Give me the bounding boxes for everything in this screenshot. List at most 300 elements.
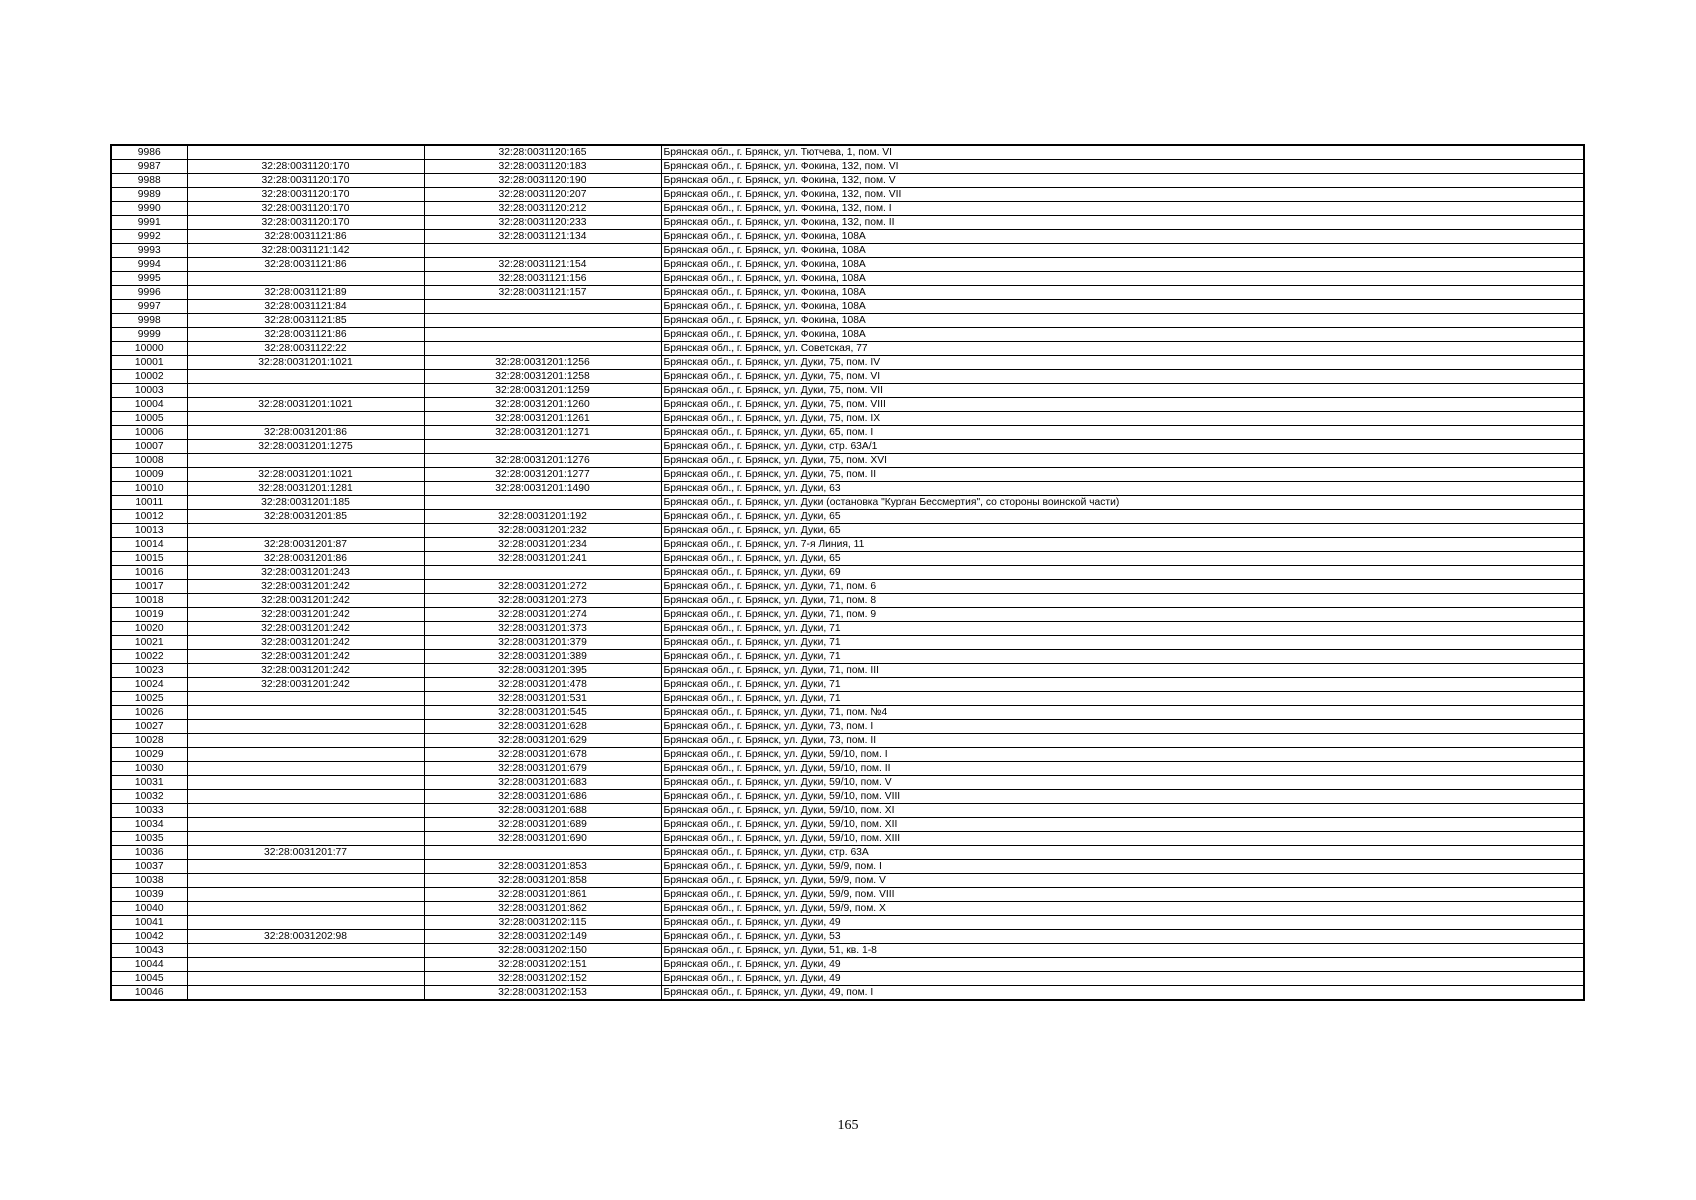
object-cadastral-number-cell: 32:28:0031201:1271 bbox=[424, 426, 661, 440]
address-cell: Брянская обл., г. Брянск, ул. Дуки, 59/10, пом. I bbox=[661, 748, 1584, 762]
object-cadastral-number-cell: 32:28:0031201:690 bbox=[424, 832, 661, 846]
row-number-cell: 9988 bbox=[111, 174, 187, 188]
row-number-cell: 9994 bbox=[111, 258, 187, 272]
table-row bbox=[111, 328, 1584, 342]
object-cadastral-number-cell bbox=[424, 496, 661, 510]
table-row bbox=[111, 286, 1584, 300]
object-cadastral-number-cell: 32:28:0031120:212 bbox=[424, 202, 661, 216]
table-row bbox=[111, 174, 1584, 188]
address-cell: Брянская обл., г. Брянск, ул. Дуки, 53 bbox=[661, 930, 1584, 944]
address-cell: Брянская обл., г. Брянск, ул. Дуки, 59/9, пом. I bbox=[661, 860, 1584, 874]
table-row bbox=[111, 216, 1584, 230]
object-cadastral-number-cell: 32:28:0031201:1260 bbox=[424, 398, 661, 412]
table-row bbox=[111, 818, 1584, 832]
row-number-cell: 10040 bbox=[111, 902, 187, 916]
table-row bbox=[111, 244, 1584, 258]
table-row bbox=[111, 944, 1584, 958]
row-number-cell: 9986 bbox=[111, 145, 187, 160]
parcel-cadastral-number-cell: 32:28:0031201:86 bbox=[187, 426, 424, 440]
row-number-cell: 10028 bbox=[111, 734, 187, 748]
address-cell: Брянская обл., г. Брянск, ул. Дуки, 59/10, пом. VIII bbox=[661, 790, 1584, 804]
row-number-cell: 10003 bbox=[111, 384, 187, 398]
row-number-cell: 10046 bbox=[111, 986, 187, 1001]
parcel-cadastral-number-cell: 32:28:0031120:170 bbox=[187, 160, 424, 174]
row-number-cell: 9993 bbox=[111, 244, 187, 258]
row-number-cell: 9992 bbox=[111, 230, 187, 244]
address-cell: Брянская обл., г. Брянск, ул. Фокина, 132, пом. V bbox=[661, 174, 1584, 188]
row-number-cell: 10017 bbox=[111, 580, 187, 594]
address-cell: Брянская обл., г. Брянск, ул. Дуки, 65 bbox=[661, 524, 1584, 538]
table-row bbox=[111, 440, 1584, 454]
table-row bbox=[111, 202, 1584, 216]
row-number-cell: 10034 bbox=[111, 818, 187, 832]
parcel-cadastral-number-cell bbox=[187, 944, 424, 958]
address-cell: Брянская обл., г. Брянск, ул. Фокина, 108А bbox=[661, 328, 1584, 342]
object-cadastral-number-cell: 32:28:0031201:861 bbox=[424, 888, 661, 902]
table-row bbox=[111, 804, 1584, 818]
object-cadastral-number-cell: 32:28:0031201:192 bbox=[424, 510, 661, 524]
parcel-cadastral-number-cell: 32:28:0031201:85 bbox=[187, 510, 424, 524]
address-cell: Брянская обл., г. Брянск, ул. Дуки, 49 bbox=[661, 916, 1584, 930]
parcel-cadastral-number-cell bbox=[187, 958, 424, 972]
table-row bbox=[111, 314, 1584, 328]
address-cell: Брянская обл., г. Брянск, ул. Фокина, 108А bbox=[661, 258, 1584, 272]
address-cell: Брянская обл., г. Брянск, ул. Дуки, 65 bbox=[661, 510, 1584, 524]
address-cell: Брянская обл., г. Брянск, ул. Дуки, 65 bbox=[661, 552, 1584, 566]
row-number-cell: 10005 bbox=[111, 412, 187, 426]
address-cell: Брянская обл., г. Брянск, ул. Фокина, 108А bbox=[661, 314, 1584, 328]
row-number-cell: 10042 bbox=[111, 930, 187, 944]
table-row bbox=[111, 622, 1584, 636]
object-cadastral-number-cell: 32:28:0031120:207 bbox=[424, 188, 661, 202]
row-number-cell: 10009 bbox=[111, 468, 187, 482]
parcel-cadastral-number-cell: 32:28:0031202:98 bbox=[187, 930, 424, 944]
object-cadastral-number-cell: 32:28:0031202:115 bbox=[424, 916, 661, 930]
parcel-cadastral-number-cell: 32:28:0031121:86 bbox=[187, 258, 424, 272]
object-cadastral-number-cell: 32:28:0031202:149 bbox=[424, 930, 661, 944]
object-cadastral-number-cell: 32:28:0031201:628 bbox=[424, 720, 661, 734]
object-cadastral-number-cell: 32:28:0031201:683 bbox=[424, 776, 661, 790]
row-number-cell: 10035 bbox=[111, 832, 187, 846]
object-cadastral-number-cell: 32:28:0031201:241 bbox=[424, 552, 661, 566]
address-cell: Брянская обл., г. Брянск, ул. Дуки, 59/9, пом. VIII bbox=[661, 888, 1584, 902]
table-row bbox=[111, 342, 1584, 356]
table-row bbox=[111, 762, 1584, 776]
object-cadastral-number-cell: 32:28:0031201:1276 bbox=[424, 454, 661, 468]
table-row bbox=[111, 398, 1584, 412]
parcel-cadastral-number-cell: 32:28:0031201:242 bbox=[187, 622, 424, 636]
object-cadastral-number-cell: 32:28:0031201:629 bbox=[424, 734, 661, 748]
object-cadastral-number-cell: 32:28:0031201:1261 bbox=[424, 412, 661, 426]
parcel-cadastral-number-cell: 32:28:0031201:242 bbox=[187, 636, 424, 650]
table-row bbox=[111, 776, 1584, 790]
parcel-cadastral-number-cell bbox=[187, 860, 424, 874]
row-number-cell: 10016 bbox=[111, 566, 187, 580]
parcel-cadastral-number-cell: 32:28:0031120:170 bbox=[187, 202, 424, 216]
object-cadastral-number-cell: 32:28:0031201:1258 bbox=[424, 370, 661, 384]
parcel-cadastral-number-cell: 32:28:0031201:1021 bbox=[187, 468, 424, 482]
row-number-cell: 10019 bbox=[111, 608, 187, 622]
address-cell: Брянская обл., г. Брянск, ул. Дуки, 71, пом. 8 bbox=[661, 594, 1584, 608]
address-cell: Брянская обл., г. Брянск, ул. Дуки (остановка "Курган Бессмертия", со стороны воинской части) bbox=[661, 496, 1584, 510]
object-cadastral-number-cell: 32:28:0031201:395 bbox=[424, 664, 661, 678]
parcel-cadastral-number-cell: 32:28:0031120:170 bbox=[187, 174, 424, 188]
table-row bbox=[111, 258, 1584, 272]
row-number-cell: 10014 bbox=[111, 538, 187, 552]
address-cell: Брянская обл., г. Брянск, ул. Дуки, 75, пом. VIII bbox=[661, 398, 1584, 412]
parcel-cadastral-number-cell: 32:28:0031121:89 bbox=[187, 286, 424, 300]
table-row bbox=[111, 790, 1584, 804]
table-row bbox=[111, 230, 1584, 244]
address-cell: Брянская обл., г. Брянск, ул. Дуки, 73, пом. II bbox=[661, 734, 1584, 748]
row-number-cell: 9999 bbox=[111, 328, 187, 342]
table-row bbox=[111, 972, 1584, 986]
table-row bbox=[111, 846, 1584, 860]
row-number-cell: 9987 bbox=[111, 160, 187, 174]
address-cell: Брянская обл., г. Брянск, ул. Дуки, 75, пом. IV bbox=[661, 356, 1584, 370]
address-cell: Брянская обл., г. Брянск, ул. Дуки, 71, пом. III bbox=[661, 664, 1584, 678]
parcel-cadastral-number-cell bbox=[187, 874, 424, 888]
row-number-cell: 10023 bbox=[111, 664, 187, 678]
parcel-cadastral-number-cell: 32:28:0031121:142 bbox=[187, 244, 424, 258]
address-cell: Брянская обл., г. Брянск, ул. Дуки, 71 bbox=[661, 636, 1584, 650]
parcel-cadastral-number-cell bbox=[187, 412, 424, 426]
registry-table-body bbox=[111, 145, 1584, 1000]
table-row bbox=[111, 930, 1584, 944]
parcel-cadastral-number-cell: 32:28:0031201:185 bbox=[187, 496, 424, 510]
address-cell: Брянская обл., г. Брянск, ул. Фокина, 132, пом. I bbox=[661, 202, 1584, 216]
parcel-cadastral-number-cell: 32:28:0031201:242 bbox=[187, 664, 424, 678]
table-row bbox=[111, 370, 1584, 384]
address-cell: Брянская обл., г. Брянск, ул. Дуки, 65, пом. I bbox=[661, 426, 1584, 440]
table-row bbox=[111, 748, 1584, 762]
parcel-cadastral-number-cell: 32:28:0031201:1021 bbox=[187, 356, 424, 370]
table-row bbox=[111, 734, 1584, 748]
parcel-cadastral-number-cell: 32:28:0031201:86 bbox=[187, 552, 424, 566]
address-cell: Брянская обл., г. Брянск, ул. Дуки, 59/10, пом. XII bbox=[661, 818, 1584, 832]
row-number-cell: 10038 bbox=[111, 874, 187, 888]
row-number-cell: 10030 bbox=[111, 762, 187, 776]
row-number-cell: 10007 bbox=[111, 440, 187, 454]
address-cell: Брянская обл., г. Брянск, ул. Дуки, 59/9, пом. X bbox=[661, 902, 1584, 916]
row-number-cell: 10000 bbox=[111, 342, 187, 356]
address-cell: Брянская обл., г. Брянск, ул. Дуки, 49 bbox=[661, 958, 1584, 972]
object-cadastral-number-cell: 32:28:0031201:379 bbox=[424, 636, 661, 650]
parcel-cadastral-number-cell bbox=[187, 902, 424, 916]
row-number-cell: 10021 bbox=[111, 636, 187, 650]
table-row bbox=[111, 496, 1584, 510]
table-row bbox=[111, 832, 1584, 846]
object-cadastral-number-cell bbox=[424, 314, 661, 328]
table-row bbox=[111, 902, 1584, 916]
row-number-cell: 10037 bbox=[111, 860, 187, 874]
address-cell: Брянская обл., г. Брянск, ул. Советская, 77 bbox=[661, 342, 1584, 356]
object-cadastral-number-cell: 32:28:0031120:190 bbox=[424, 174, 661, 188]
address-cell: Брянская обл., г. Брянск, ул. Фокина, 132, пом. II bbox=[661, 216, 1584, 230]
table-row bbox=[111, 300, 1584, 314]
row-number-cell: 10018 bbox=[111, 594, 187, 608]
row-number-cell: 10001 bbox=[111, 356, 187, 370]
object-cadastral-number-cell bbox=[424, 328, 661, 342]
table-row bbox=[111, 678, 1584, 692]
parcel-cadastral-number-cell: 32:28:0031121:86 bbox=[187, 328, 424, 342]
parcel-cadastral-number-cell bbox=[187, 804, 424, 818]
parcel-cadastral-number-cell: 32:28:0031201:243 bbox=[187, 566, 424, 580]
parcel-cadastral-number-cell: 32:28:0031201:1021 bbox=[187, 398, 424, 412]
row-number-cell: 9997 bbox=[111, 300, 187, 314]
row-number-cell: 10010 bbox=[111, 482, 187, 496]
address-cell: Брянская обл., г. Брянск, ул. Дуки, 59/10, пом. V bbox=[661, 776, 1584, 790]
object-cadastral-number-cell: 32:28:0031120:165 bbox=[424, 145, 661, 160]
object-cadastral-number-cell bbox=[424, 342, 661, 356]
table-row bbox=[111, 454, 1584, 468]
object-cadastral-number-cell: 32:28:0031201:678 bbox=[424, 748, 661, 762]
parcel-cadastral-number-cell: 32:28:0031121:84 bbox=[187, 300, 424, 314]
row-number-cell: 10008 bbox=[111, 454, 187, 468]
parcel-cadastral-number-cell: 32:28:0031201:242 bbox=[187, 580, 424, 594]
parcel-cadastral-number-cell bbox=[187, 776, 424, 790]
address-cell: Брянская обл., г. Брянск, ул. Фокина, 108А bbox=[661, 244, 1584, 258]
row-number-cell: 10026 bbox=[111, 706, 187, 720]
parcel-cadastral-number-cell bbox=[187, 272, 424, 286]
parcel-cadastral-number-cell bbox=[187, 986, 424, 1001]
table-row bbox=[111, 594, 1584, 608]
object-cadastral-number-cell: 32:28:0031201:531 bbox=[424, 692, 661, 706]
row-number-cell: 10041 bbox=[111, 916, 187, 930]
row-number-cell: 9998 bbox=[111, 314, 187, 328]
address-cell: Брянская обл., г. Брянск, ул. Дуки, 49, пом. I bbox=[661, 986, 1584, 1001]
table-row bbox=[111, 145, 1584, 160]
table-row bbox=[111, 552, 1584, 566]
address-cell: Брянская обл., г. Брянск, ул. Дуки, стр. 63А bbox=[661, 846, 1584, 860]
table-row bbox=[111, 384, 1584, 398]
address-cell: Брянская обл., г. Брянск, ул. Фокина, 108А bbox=[661, 230, 1584, 244]
table-row bbox=[111, 426, 1584, 440]
address-cell: Брянская обл., г. Брянск, ул. Дуки, 59/10, пом. XI bbox=[661, 804, 1584, 818]
object-cadastral-number-cell: 32:28:0031201:234 bbox=[424, 538, 661, 552]
address-cell: Брянская обл., г. Брянск, ул. Фокина, 108А bbox=[661, 300, 1584, 314]
parcel-cadastral-number-cell bbox=[187, 916, 424, 930]
row-number-cell: 10002 bbox=[111, 370, 187, 384]
address-cell: Брянская обл., г. Брянск, ул. Дуки, 71, пом. 6 bbox=[661, 580, 1584, 594]
object-cadastral-number-cell: 32:28:0031201:274 bbox=[424, 608, 661, 622]
object-cadastral-number-cell bbox=[424, 566, 661, 580]
table-row bbox=[111, 664, 1584, 678]
object-cadastral-number-cell: 32:28:0031201:679 bbox=[424, 762, 661, 776]
address-cell: Брянская обл., г. Брянск, ул. Фокина, 132, пом. VI bbox=[661, 160, 1584, 174]
parcel-cadastral-number-cell bbox=[187, 748, 424, 762]
row-number-cell: 9990 bbox=[111, 202, 187, 216]
address-cell: Брянская обл., г. Брянск, ул. Дуки, 71 bbox=[661, 622, 1584, 636]
row-number-cell: 10006 bbox=[111, 426, 187, 440]
page-number: 165 bbox=[837, 1118, 859, 1133]
address-cell: Брянская обл., г. Брянск, ул. Дуки, 75, пом. VI bbox=[661, 370, 1584, 384]
object-cadastral-number-cell: 32:28:0031201:858 bbox=[424, 874, 661, 888]
parcel-cadastral-number-cell bbox=[187, 888, 424, 902]
parcel-cadastral-number-cell: 32:28:0031201:242 bbox=[187, 594, 424, 608]
row-number-cell: 10039 bbox=[111, 888, 187, 902]
object-cadastral-number-cell bbox=[424, 846, 661, 860]
row-number-cell: 10015 bbox=[111, 552, 187, 566]
object-cadastral-number-cell: 32:28:0031120:183 bbox=[424, 160, 661, 174]
object-cadastral-number-cell: 32:28:0031201:478 bbox=[424, 678, 661, 692]
table-row bbox=[111, 356, 1584, 370]
object-cadastral-number-cell: 32:28:0031121:157 bbox=[424, 286, 661, 300]
table-row bbox=[111, 636, 1584, 650]
address-cell: Брянская обл., г. Брянск, ул. 7-я Линия, 11 bbox=[661, 538, 1584, 552]
row-number-cell: 9989 bbox=[111, 188, 187, 202]
row-number-cell: 10011 bbox=[111, 496, 187, 510]
table-row bbox=[111, 986, 1584, 1001]
row-number-cell: 10044 bbox=[111, 958, 187, 972]
object-cadastral-number-cell: 32:28:0031202:153 bbox=[424, 986, 661, 1001]
object-cadastral-number-cell bbox=[424, 300, 661, 314]
address-cell: Брянская обл., г. Брянск, ул. Дуки, 75, пом. IX bbox=[661, 412, 1584, 426]
parcel-cadastral-number-cell bbox=[187, 720, 424, 734]
table-row bbox=[111, 188, 1584, 202]
parcel-cadastral-number-cell bbox=[187, 790, 424, 804]
object-cadastral-number-cell: 32:28:0031201:1277 bbox=[424, 468, 661, 482]
table-row bbox=[111, 650, 1584, 664]
object-cadastral-number-cell: 32:28:0031201:688 bbox=[424, 804, 661, 818]
parcel-cadastral-number-cell: 32:28:0031201:77 bbox=[187, 846, 424, 860]
row-number-cell: 10012 bbox=[111, 510, 187, 524]
table-row bbox=[111, 692, 1584, 706]
parcel-cadastral-number-cell bbox=[187, 524, 424, 538]
row-number-cell: 10033 bbox=[111, 804, 187, 818]
parcel-cadastral-number-cell: 32:28:0031201:242 bbox=[187, 608, 424, 622]
object-cadastral-number-cell: 32:28:0031201:1490 bbox=[424, 482, 661, 496]
address-cell: Брянская обл., г. Брянск, ул. Дуки, 59/10, пом. XIII bbox=[661, 832, 1584, 846]
table-row bbox=[111, 608, 1584, 622]
parcel-cadastral-number-cell bbox=[187, 370, 424, 384]
address-cell: Брянская обл., г. Брянск, ул. Дуки, 71 bbox=[661, 650, 1584, 664]
address-cell: Брянская обл., г. Брянск, ул. Дуки, 49 bbox=[661, 972, 1584, 986]
table-row bbox=[111, 958, 1584, 972]
object-cadastral-number-cell: 32:28:0031201:862 bbox=[424, 902, 661, 916]
address-cell: Брянская обл., г. Брянск, ул. Дуки, 59/10, пом. II bbox=[661, 762, 1584, 776]
row-number-cell: 10004 bbox=[111, 398, 187, 412]
row-number-cell: 10031 bbox=[111, 776, 187, 790]
object-cadastral-number-cell: 32:28:0031201:1259 bbox=[424, 384, 661, 398]
row-number-cell: 10032 bbox=[111, 790, 187, 804]
object-cadastral-number-cell: 32:28:0031201:389 bbox=[424, 650, 661, 664]
parcel-cadastral-number-cell: 32:28:0031122:22 bbox=[187, 342, 424, 356]
table-row bbox=[111, 482, 1584, 496]
address-cell: Брянская обл., г. Брянск, ул. Дуки, 73, пом. I bbox=[661, 720, 1584, 734]
address-cell: Брянская обл., г. Брянск, ул. Дуки, 69 bbox=[661, 566, 1584, 580]
object-cadastral-number-cell: 32:28:0031201:689 bbox=[424, 818, 661, 832]
object-cadastral-number-cell: 32:28:0031202:150 bbox=[424, 944, 661, 958]
table-row bbox=[111, 706, 1584, 720]
address-cell: Брянская обл., г. Брянск, ул. Дуки, 51, кв. 1-8 bbox=[661, 944, 1584, 958]
property-registry-table bbox=[110, 144, 1585, 1001]
table-row bbox=[111, 538, 1584, 552]
table-row bbox=[111, 888, 1584, 902]
object-cadastral-number-cell: 32:28:0031201:853 bbox=[424, 860, 661, 874]
address-cell: Брянская обл., г. Брянск, ул. Дуки, 59/9, пом. V bbox=[661, 874, 1584, 888]
row-number-cell: 10013 bbox=[111, 524, 187, 538]
table-row bbox=[111, 412, 1584, 426]
object-cadastral-number-cell: 32:28:0031121:156 bbox=[424, 272, 661, 286]
row-number-cell: 10025 bbox=[111, 692, 187, 706]
address-cell: Брянская обл., г. Брянск, ул. Фокина, 108А bbox=[661, 286, 1584, 300]
object-cadastral-number-cell: 32:28:0031201:272 bbox=[424, 580, 661, 594]
table-row bbox=[111, 468, 1584, 482]
table-row bbox=[111, 720, 1584, 734]
parcel-cadastral-number-cell: 32:28:0031201:242 bbox=[187, 678, 424, 692]
object-cadastral-number-cell bbox=[424, 440, 661, 454]
row-number-cell: 10045 bbox=[111, 972, 187, 986]
parcel-cadastral-number-cell bbox=[187, 972, 424, 986]
table-row bbox=[111, 160, 1584, 174]
row-number-cell: 9991 bbox=[111, 216, 187, 230]
address-cell: Брянская обл., г. Брянск, ул. Дуки, 75, пом. XVI bbox=[661, 454, 1584, 468]
row-number-cell: 9995 bbox=[111, 272, 187, 286]
row-number-cell: 10022 bbox=[111, 650, 187, 664]
object-cadastral-number-cell: 32:28:0031201:273 bbox=[424, 594, 661, 608]
row-number-cell: 9996 bbox=[111, 286, 187, 300]
parcel-cadastral-number-cell bbox=[187, 818, 424, 832]
parcel-cadastral-number-cell: 32:28:0031121:86 bbox=[187, 230, 424, 244]
object-cadastral-number-cell: 32:28:0031202:151 bbox=[424, 958, 661, 972]
object-cadastral-number-cell: 32:28:0031202:152 bbox=[424, 972, 661, 986]
object-cadastral-number-cell bbox=[424, 244, 661, 258]
table-row bbox=[111, 874, 1584, 888]
parcel-cadastral-number-cell: 32:28:0031201:87 bbox=[187, 538, 424, 552]
row-number-cell: 10024 bbox=[111, 678, 187, 692]
object-cadastral-number-cell: 32:28:0031120:233 bbox=[424, 216, 661, 230]
parcel-cadastral-number-cell bbox=[187, 832, 424, 846]
address-cell: Брянская обл., г. Брянск, ул. Дуки, 71, пом. 9 bbox=[661, 608, 1584, 622]
parcel-cadastral-number-cell bbox=[187, 384, 424, 398]
row-number-cell: 10036 bbox=[111, 846, 187, 860]
table-row bbox=[111, 566, 1584, 580]
parcel-cadastral-number-cell bbox=[187, 734, 424, 748]
table-row bbox=[111, 580, 1584, 594]
object-cadastral-number-cell: 32:28:0031201:232 bbox=[424, 524, 661, 538]
address-cell: Брянская обл., г. Брянск, ул. Дуки, 71, пом. №4 bbox=[661, 706, 1584, 720]
table-row bbox=[111, 524, 1584, 538]
object-cadastral-number-cell: 32:28:0031201:545 bbox=[424, 706, 661, 720]
parcel-cadastral-number-cell: 32:28:0031201:1275 bbox=[187, 440, 424, 454]
row-number-cell: 10020 bbox=[111, 622, 187, 636]
object-cadastral-number-cell: 32:28:0031201:1256 bbox=[424, 356, 661, 370]
address-cell: Брянская обл., г. Брянск, ул. Дуки, 63 bbox=[661, 482, 1584, 496]
parcel-cadastral-number-cell: 32:28:0031121:85 bbox=[187, 314, 424, 328]
table-row bbox=[111, 272, 1584, 286]
row-number-cell: 10043 bbox=[111, 944, 187, 958]
parcel-cadastral-number-cell: 32:28:0031120:170 bbox=[187, 216, 424, 230]
parcel-cadastral-number-cell bbox=[187, 145, 424, 160]
table-row bbox=[111, 916, 1584, 930]
table-row bbox=[111, 860, 1584, 874]
address-cell: Брянская обл., г. Брянск, ул. Фокина, 108А bbox=[661, 272, 1584, 286]
address-cell: Брянская обл., г. Брянск, ул. Дуки, 71 bbox=[661, 678, 1584, 692]
address-cell: Брянская обл., г. Брянск, ул. Фокина, 132, пом. VII bbox=[661, 188, 1584, 202]
object-cadastral-number-cell: 32:28:0031121:154 bbox=[424, 258, 661, 272]
parcel-cadastral-number-cell bbox=[187, 692, 424, 706]
row-number-cell: 10027 bbox=[111, 720, 187, 734]
object-cadastral-number-cell: 32:28:0031121:134 bbox=[424, 230, 661, 244]
parcel-cadastral-number-cell: 32:28:0031201:1281 bbox=[187, 482, 424, 496]
object-cadastral-number-cell: 32:28:0031201:373 bbox=[424, 622, 661, 636]
parcel-cadastral-number-cell bbox=[187, 762, 424, 776]
address-cell: Брянская обл., г. Брянск, ул. Дуки, стр. 63А/1 bbox=[661, 440, 1584, 454]
table-row bbox=[111, 510, 1584, 524]
parcel-cadastral-number-cell: 32:28:0031120:170 bbox=[187, 188, 424, 202]
address-cell: Брянская обл., г. Брянск, ул. Дуки, 75, пом. VII bbox=[661, 384, 1584, 398]
